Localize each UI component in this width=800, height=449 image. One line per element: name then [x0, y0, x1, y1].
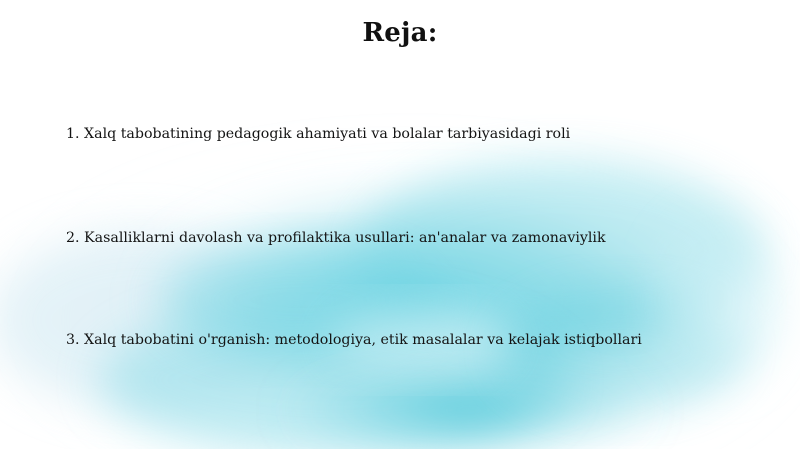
slide-title: Reja:	[362, 18, 438, 48]
plan-item-2: 2. Kasalliklarni davolash va profilaktika usullari: an'analar va zamonaviylik	[66, 230, 606, 246]
plan-item-1: 1. Xalq tabobatining pedagogik ahamiyati va bolalar tarbiyasidagi roli	[66, 126, 571, 142]
plan-item-3: 3. Xalq tabobatini o'rganish: metodologiya, etik masalalar va kelajak istiqbollari	[66, 332, 642, 348]
